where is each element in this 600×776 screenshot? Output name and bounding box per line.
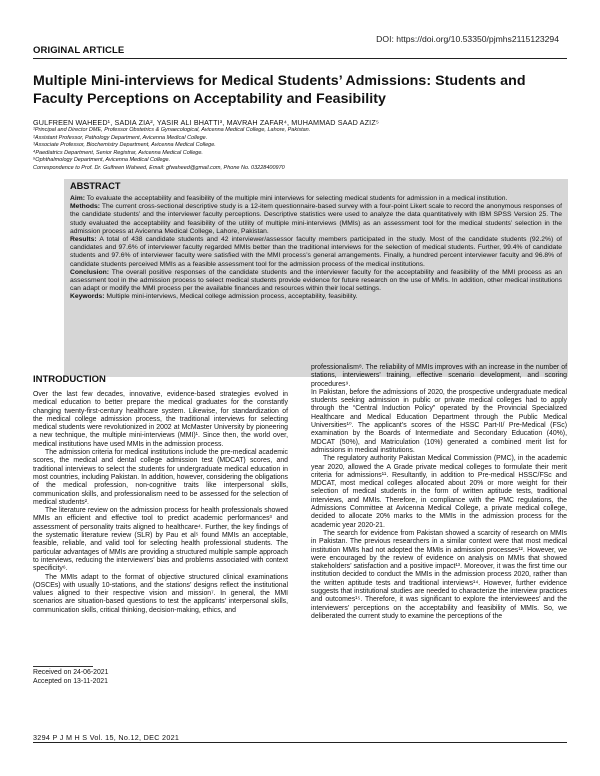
- paragraph: The regulatory authority Pakistan Medical Commission (PMC), in the academic year 2020, allowed the A Grade private medical colleges to formulate their merit criteria for admissions¹¹. Resultantly, in addition to Pre-medical HSSC/FSc and MDCAT, most medical colleges allocated about 20% or more weight for their selection of medical students in the form of written aptitude tests, traditional interviews, and MMIs. Therefore, in compliance with the PMC regulations, the Admissions Committee at Avicenna Medical College, a private medical college, decided to allocate 20% marks to the MMIs in the admission process for the academic year 2020-21.: [311, 455, 567, 529]
- abstract-keywords: Keywords: Multiple mini-interviews, Medical college admission process, acceptability, feasibility.: [70, 293, 358, 301]
- section-heading-introduction: INTRODUCTION: [33, 374, 106, 385]
- paragraph: In Pakistan, before the admissions of 2020, the prospective undergraduate medical students seeking admission in public or private medical colleges had to apply through the “Central Induction Policy” operated by the Provincial Specialized Healthcare and Medical Education Department through the Public Medical Universities¹⁰. The applicant’s scores of the HSSC Part-II/ Pre-Medical (FSc) examination by the Boards of Intermediate and Secondary Education (40%), MDCAT (50%), and Matriculation (10%) generated a combined merit list for admissions in medical institutions.: [311, 388, 567, 454]
- affiliation-line: ⁵Ophthalmology Department, Avicenna Medical College.: [33, 157, 171, 164]
- footer-divider: [33, 742, 567, 743]
- received-divider: [33, 666, 93, 667]
- paragraph: The search for evidence from Pakistan showed a scarcity of research on MMIs in Pakistan. The previous researchers in a similar context were that most medical institution MMIs had not adopted the MMIs in admission processes¹². However, we were encouraged by the review of evidence on analysis on MMIs that showed stakeholders’ satisfaction and a positive impact¹³. Moreover, it was the first time our institution decided to conduct the MMIs in the admission process 2020, rather than the written aptitude tests and traditional interviews¹⁴. However, further evidence suggests that institutional studies are needed to characterize the interview practices and outcomes¹⁵. Therefore, it was significant to explore the interviewees’ and the interviewers’ perceptions on the acceptability and feasibility of MMIs. So, we deliberated the current study to examine the perceptions of the: [311, 529, 567, 620]
- article-type-label: ORIGINAL ARTICLE: [33, 45, 125, 56]
- paragraph: Over the last few decades, innovative, evidence-based strategies evolved in medical education to better prepare the medical graduates for the constantly changing twenty-first-century healthcare system. Likewise, for standardization of the medical college admission process, the traditional interviews for selecting medical students were revolutionized in 2002 at McMaster University by pioneering a new technique, the multiple mini-interviews (MMI)¹. Since then, the world over, medical institutions have used MMIs in the admission process.: [33, 391, 288, 448]
- correspondence-line: Correspondence to Prof. Dr. Gulfreen Waheed, Email: gfwaheed@gmail.com, Phone No. 03228400970: [33, 164, 285, 171]
- abstract-methods: Methods: The current cross-sectional descriptive study is a 12-item questionnaire-based survey with a four-point Likert scale to record the anonymous responses of the candidate students’ and the interviewer faculty perceptions. Descriptive statistics were used to analyze the data quantitatively with IBM SPSS Version 25. The study evaluated the acceptability and feasibility of the utility of multiple mini-interviews (MMIs) as an assessment tool for the medical students’ selection in the admission process at Avicenna Medical College, Lahore, Pakistan.: [70, 203, 562, 235]
- submission-dates: [33, 668, 108, 686]
- affiliation-line: ²Assistant Professor, Pathology Department, Avicenna Medical College.: [33, 134, 208, 141]
- article-title: Multiple Mini-interviews for Medical Students’ Admissions: Students and Faculty Perceptions on Acceptability and Feasibility: [33, 73, 526, 107]
- paragraph: The literature review on the admission process for health professionals showed MMIs an efficient and effective tool to predict academic performances³ and assessment of personality traits aligned to healthcare⁴. Further, the key findings of the systematic literature review (SLR) by Pau et al⁵ found MMIs an acceptable, feasible, reliable, and valid tool for selecting health professional students. The particular advantages of MMIs are providing a structured multiple sample approach to interviews, reducing the interviewers’ bias and problems associated with context specificity⁶.: [33, 507, 288, 573]
- accepted-date: Accepted on 13-11-2021: [33, 678, 108, 685]
- abstract-aim: Aim: To evaluate the acceptability and feasibility of the multiple mini interviews for selecting medical students for admission in a medical institution.: [70, 195, 508, 202]
- body-column-right: [311, 364, 567, 621]
- paragraph: The admission criteria for medical institutions include the pre-medical academic scores, the medical and dental college admission test (MDCAT) scores, and traditional interviews to select the students for undergraduate medical education in most countries, including Pakistan. In addition, however, considering the obligations of the medical profession, non-cognitive traits like interpersonal skills, communication skills, and professionalism need to be assessed for the selection of medical students².: [33, 449, 288, 506]
- abstract-body: [70, 195, 562, 302]
- author-list: GULFREEN WAHEED¹, SADIA ZIA², YASIR ALI BHATTI³, MAVRAH ZAFAR⁴, MUHAMMAD SAAD AZIZ⁵: [33, 118, 379, 127]
- abstract-conclusion: Conclusion: The overall positive responses of the candidate students and the interviewer faculty for the acceptability and feasibility of the MMI process as an assessment tool in the admission process to select medical students provide evidence for future research on the use of MMIs. In addition, other medical institutions can adapt or modify the MMI process per the available finances and resources within their local settings.: [70, 268, 562, 293]
- paragraph: The MMIs adapt to the format of objective structured clinical examinations (OSCEs) with usually 10-stations, and the stations’ designs reflect the institutional values aligned to their respective vision and mission⁷. In general, the MMI scenarios are situation-based questions to test the applicants’ interpersonal skills, communication skills, critical thinking, decision-making, ethics, and: [33, 573, 288, 614]
- abstract-heading: ABSTRACT: [70, 181, 121, 191]
- paragraph: professionalism⁸. The reliability of MMIs improves with an increase in the number of stations, interviewers’ training, effective scenario development, and scoring procedures⁹.: [311, 364, 567, 388]
- affiliation-line: ⁴Paediatrics Department, Senior Registrar, Avicenna Medical College.: [33, 149, 203, 156]
- abstract-results: Results: A total of 438 candidate students and 42 interviewer/assessor faculty members participated in the study. Most of the candidate students (92.2%) of candidates and 97.6% of interviewer faculty regarded MMIs better than the traditional interviews for the selection of medical students. Further, 99.4% of candidate students and 97.6% of interviewer faculty were satisfied with the MMI process’s general arrangements. Finally, a hundred percent interviewer faculty and 96.8% of candidate students perceived MMIs as a feasible assessment tool for the admission process of the medical institutions.: [70, 236, 562, 268]
- page-footer: 3294 P J M H S Vol. 15, No.12, DEC 2021: [33, 733, 180, 742]
- header-divider: [33, 58, 567, 59]
- doi-link[interactable]: DOI: https://doi.org/10.53350/pjmhs2115123294: [376, 34, 559, 44]
- affiliation-line: ³Associate Professor, Biochemistry Department, Avicenna Medical College.: [33, 142, 216, 149]
- affiliation-line: ¹Principal and Director DME, Professor Obstetrics & Gynaecological, Avicenna Medical College, Lahore, Pakistan.: [33, 127, 311, 133]
- received-date: Received on 24-06-2021: [33, 669, 109, 676]
- body-column-left: [33, 373, 288, 615]
- affiliations: [33, 127, 568, 173]
